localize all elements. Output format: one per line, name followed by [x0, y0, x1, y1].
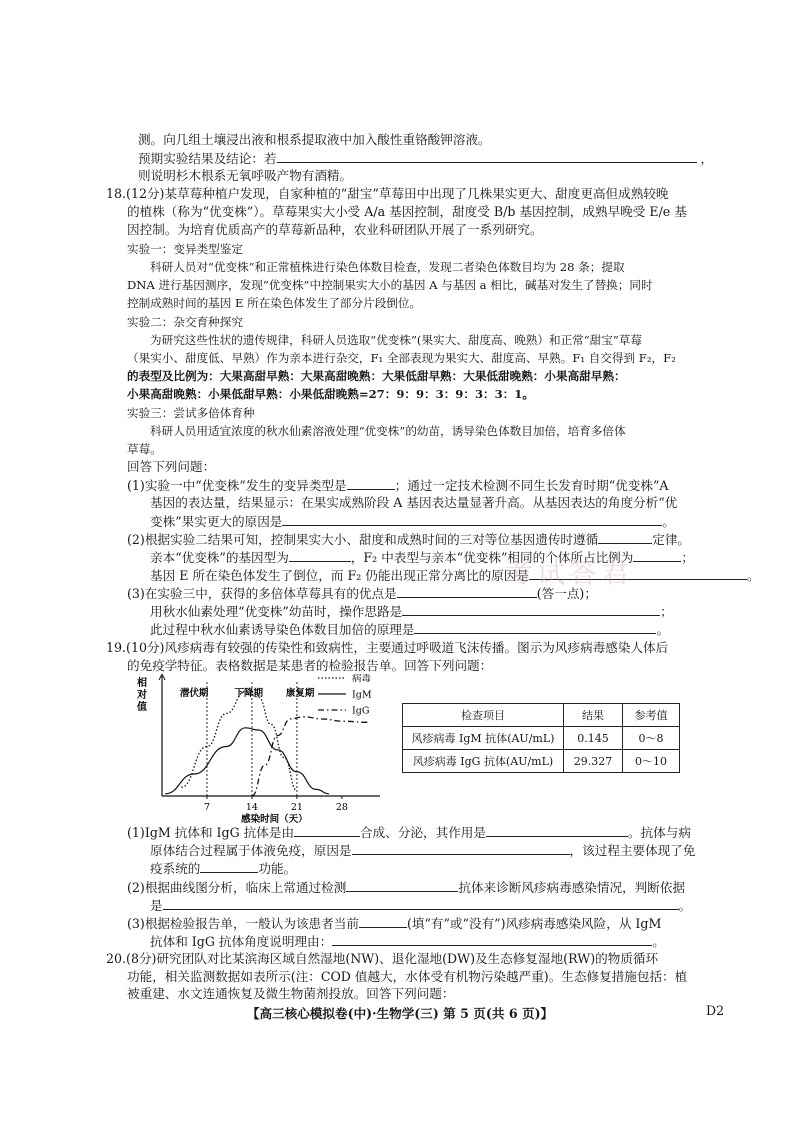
text-line: 实验一：变异类型鉴定: [127, 242, 243, 256]
text-line: [127, 477, 668, 494]
answer-blank: [163, 897, 679, 910]
series-group: [165, 692, 370, 797]
answer-blank: [347, 477, 395, 490]
phase-label: 康复期: [285, 688, 315, 699]
text-line: （果实小、甜度低、早熟）作为亲本进行杂交，F₁ 全部表现为果实大、甜度高、早熟。F₁ 自交得到 F₂，F₂: [127, 351, 676, 365]
text-span: 。抗体与病: [627, 825, 691, 840]
text-span: (填“有”或“没有”)风疹病毒感染风险，从 IgM: [406, 916, 662, 931]
text-span: 合成、分泌，其作用是: [360, 825, 486, 840]
y-axis-label-char: 对: [137, 690, 147, 701]
text-line: 20.(8分)研究团队对比某滨海区域自然湿地(NW)、退化湿地(DW)及生态修复湿地(RW)的物质循环: [106, 951, 659, 966]
lab-report-table: [402, 703, 680, 773]
text-span: ，F₂ 中表型与亲本“优变株”相同的个体所占比例为: [350, 550, 634, 565]
answer-blank: [352, 842, 570, 855]
text-line: 测。向几组土壤浸出液和根系提取液中加入酸性重铬酸钾溶液。: [138, 132, 491, 147]
answer-blank: [414, 621, 656, 634]
text-line: 抗体和 IgG 抗体角度说明理由： 。: [150, 934, 665, 949]
text-line: 此过程中秋水仙素诱导染色体数目加倍的原理是 。: [150, 622, 670, 637]
text-line: 的免疫学特征。表格数据是某患者的检验报告单。回答下列问题：: [127, 658, 493, 673]
header-cell: 参考值: [623, 704, 680, 727]
series-line-IgM: [165, 728, 329, 794]
text-span: 用秋水仙素处理“优变株”幼苗时，操作思路是: [150, 604, 403, 619]
phase-label: 潜伏期: [179, 688, 209, 699]
page-footer: 【高三核心模拟卷(中)·生物学(三) 第 5 页(共 6 页)】: [246, 1006, 554, 1021]
text-span: 此过程中秋水仙素诱导染色体数目加倍的原理是: [150, 622, 415, 637]
text-line: [150, 860, 296, 877]
answer-blank: [598, 531, 652, 544]
answer-blank: [402, 603, 660, 616]
phase-label: 下降期: [234, 688, 263, 699]
watermark: 考试答君: [505, 556, 634, 589]
text-line: 因控制。为培育优质高产的草莓新品种，农业科研团队开展了一系列研究。: [127, 222, 543, 237]
text-line: 科研人员对“优变株”和正常植株进行染色体数目检查，发现二者染色体数目均为 28 条；提取: [150, 260, 625, 274]
text-span: ，该过程主要体现了免: [569, 843, 696, 858]
text-line: 为研究这些性状的遗传规律，科研人员选取“优变株”(果实大、甜度高、晚熟）和正常“甜宝”草莓: [150, 333, 642, 347]
series-line-IgG: [252, 717, 368, 796]
text-span: 疫系统的: [150, 861, 201, 876]
text-span: (2)根据实验二结果可知，控制果实大小、甜度和成熟时间的三对等位基因遗传时遵循: [127, 532, 599, 547]
text-span: 抗体来诊断风疹病毒感染情况，判断依据: [458, 880, 686, 895]
text-line: 则说明杉木根系无氧呼吸产物有酒精。: [138, 168, 353, 183]
text-line: 科研人员用适宜浓度的秋水仙素溶液处理“优变株”的幼苗，诱导染色体数目加倍，培育多倍体: [150, 424, 626, 438]
text-line: [127, 531, 690, 548]
text-line: 用秋水仙素处理“优变株”幼苗时，操作思路是 ；: [150, 604, 673, 619]
table-row: [403, 750, 680, 773]
text-line: 草莓。: [127, 442, 162, 456]
text-span: ；通过一定技术检测不同生长发育时期“优变株”A: [394, 478, 669, 493]
x-tick-label: 21: [290, 802, 303, 813]
table-cell: 0.145: [564, 727, 623, 750]
legend-label: IgM: [352, 689, 372, 701]
text-line: 实验三：尝试多倍体育种: [127, 406, 255, 420]
table-cell: 风疹病毒 IgM 抗体(AU/mL): [403, 727, 564, 750]
legend-label: IgG: [352, 705, 370, 717]
text-line: 的植株（称为“优变株”）。草莓果实大小受 A/a 基因控制，甜度受 B/b 基因控制，成熟早晚受 E/e 基: [127, 204, 687, 219]
label-group: [136, 676, 348, 824]
text-span: 原体结合过程属于体液免疫，原因是: [150, 843, 352, 858]
answer-blank: [294, 824, 360, 837]
text-line: 是 。: [150, 898, 692, 913]
text-line: [150, 842, 695, 859]
text-line: 实验二：杂交育种探究: [127, 315, 243, 329]
answer-blank: [633, 549, 681, 562]
answer-blank: [282, 513, 662, 526]
text-line: 18.(12分)某草莓种植户发现，自家种植的“甜宝”草莓田中出现了几株果实更大、甜度更高但成熟较晚: [106, 186, 669, 201]
text-line: [127, 915, 661, 932]
text-line: 19.(10分)风疹病毒有较强的传染性和致病性，主要通过呼吸道飞沫传播。图示为风疹病毒感染人体后: [106, 640, 669, 655]
table-cell: 0～10: [623, 750, 680, 773]
text-line: [127, 585, 597, 602]
immune-curve-chart: [128, 674, 390, 824]
text-line: 基因的表达量，结果显示：在果实成熟阶段 A 基因表达量显著升高。从基因表达的角度分析“优: [150, 495, 678, 510]
text-line: 变株”果实更大的原因是 。: [150, 514, 675, 529]
text-span: 抗体和 IgG 抗体角度说明理由：: [150, 934, 333, 949]
legend-label: 病毒: [352, 674, 372, 685]
text-span: (3)根据检验报告单，一般认为该患者当前: [127, 916, 359, 931]
text-span: 功能。: [258, 861, 297, 876]
x-axis-label: 感染时间（天）: [241, 814, 308, 824]
text-span: 定律。: [652, 532, 690, 547]
text-line: 功能，相关监测数据如表所示(注：COD 值越大，水体受有机物污染越严重)。生态修复措施包括：植: [127, 969, 688, 984]
answer-blank: [277, 150, 697, 163]
text-span: (1)IgM 抗体和 IgG 抗体是由: [127, 825, 295, 840]
x-tick-label: 7: [203, 802, 210, 813]
text-line: 控制成熟时间的基因 E 所在染色体发生了部分片段倒位。: [127, 296, 422, 310]
table-cell: 29.327: [564, 750, 623, 773]
y-axis-label-char: 相: [137, 678, 147, 689]
header-cell: 结果: [564, 704, 623, 727]
text-span: 预期实验结果及结论：若: [138, 151, 277, 166]
text-line: DNA 进行基因测序，发现“优变株”中控制果实大小的基因 A 与基因 a 相比，碱基对发生了替换；同时: [127, 278, 653, 292]
text-span: (答一点)；: [536, 586, 597, 601]
text-span: (2)根据曲线图分析，临床上常通过检测: [127, 880, 347, 895]
answer-blank: [289, 549, 351, 562]
text-line: [127, 824, 691, 841]
text-span: 是: [150, 898, 163, 913]
table-row: [403, 727, 680, 750]
text-line: 小果高甜晚熟：小果低甜早熟：小果低甜晚熟=27：9：9：3：9：3：3：1。: [127, 387, 534, 401]
answer-blank: [486, 824, 628, 837]
x-tick-label: 14: [245, 802, 258, 813]
table-cell: 风疹病毒 IgG 抗体(AU/mL): [403, 750, 564, 773]
table-header-row: [403, 704, 680, 727]
answer-blank: [397, 585, 537, 598]
text-line: 的表型及比例为：大果高甜早熟：大果高甜晚熟：大果低甜早熟：大果低甜晚熟：小果高甜早熟：: [127, 369, 626, 383]
text-line: 预期实验结果及结论：若 ，: [138, 151, 714, 166]
series-line-病毒: [181, 692, 297, 791]
text-span: ；: [681, 550, 694, 565]
answer-blank: [346, 879, 458, 892]
text-span: 亲本“优变株”的基因型为: [150, 550, 289, 565]
phase-lines: [207, 682, 297, 796]
text-span: 变株”果实更大的原因是: [150, 514, 283, 529]
x-tick-label: 28: [335, 802, 348, 813]
y-axis-label-char: 值: [137, 702, 147, 713]
answer-blank: [332, 933, 652, 946]
legend: [318, 674, 372, 717]
text-span: 基因 E 所在染色体发生了倒位，而 F₂ 仍能出现正常分离比的原因是: [150, 568, 530, 583]
text-span: (1)实验一中“优变株”发生的变异类型是: [127, 478, 347, 493]
text-line: 回答下列问题：: [127, 459, 216, 474]
answer-blank: [200, 860, 258, 873]
header-cell: 检查项目: [403, 704, 564, 727]
text-line: 基因 E 所在染色体发生了倒位，而 F₂ 仍能出现正常分离比的原因是 。: [150, 568, 760, 583]
paper-code: D2: [706, 1003, 725, 1018]
text-line: [127, 879, 685, 896]
answer-blank: [359, 915, 407, 928]
table-cell: 0～8: [623, 727, 680, 750]
text-line: 被重建、水文连通恢复及微生物菌剂投放。回答下列问题：: [127, 986, 455, 1001]
text-span: (3)在实验三中，获得的多倍体草莓具有的优点是: [127, 586, 397, 601]
